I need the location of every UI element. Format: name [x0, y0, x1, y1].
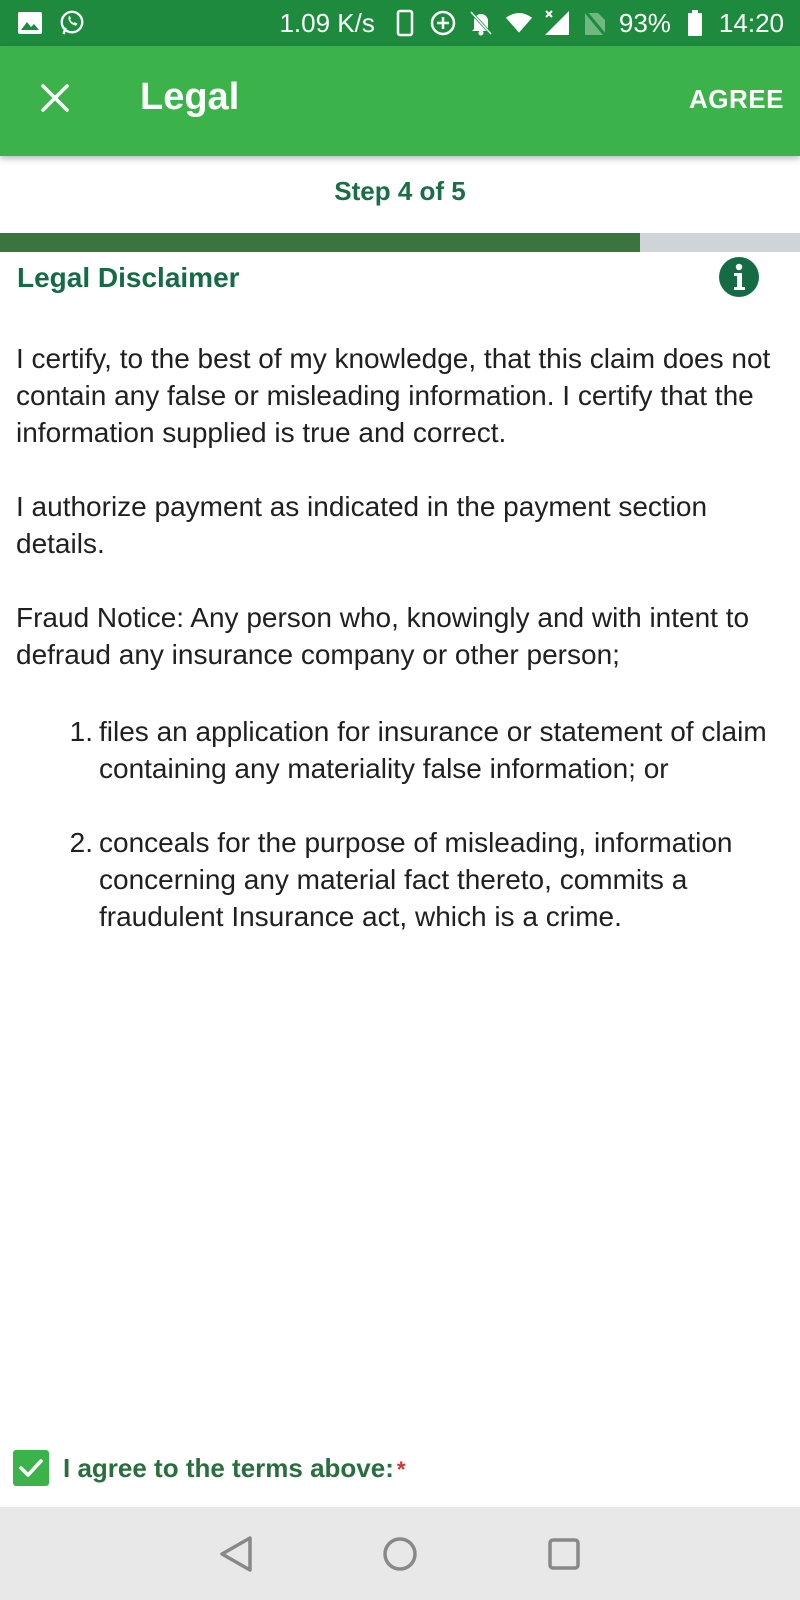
- wifi-icon: [505, 9, 533, 37]
- status-bar: [0, 0, 800, 46]
- info-icon[interactable]: [718, 256, 760, 298]
- close-button[interactable]: [30, 73, 80, 123]
- status-right: [279, 8, 784, 39]
- net-speed-text: 1.09 K/s: [279, 7, 375, 38]
- status-left-icons: [16, 9, 86, 37]
- system-nav-bar: [0, 1507, 800, 1600]
- bell-off-icon: [467, 9, 495, 37]
- agree-terms-checkbox[interactable]: [13, 1450, 49, 1486]
- list-item-number: 1.: [69, 716, 93, 747]
- agree-button[interactable]: AGREE: [689, 84, 784, 114]
- signal-icon: [543, 9, 571, 37]
- disclaimer-content: [16, 340, 786, 972]
- agree-terms-text: I agree to the terms above:: [63, 1452, 394, 1483]
- gallery-icon: [16, 9, 44, 37]
- app-bar: [0, 46, 800, 156]
- page-title: Legal: [140, 76, 240, 118]
- disclaimer-paragraph: I certify, to the best of my knowledge, that this claim does not contain any false or misleading information. I certify that the information supplied is true and correct.: [16, 343, 771, 448]
- list-item-text: conceals for the purpose of misleading, information concerning any material fact thereto, commits a fraudulent Insurance act, which is a crime.: [99, 827, 733, 932]
- battery-percent-text: 93%: [618, 7, 671, 38]
- checkmark-icon: [17, 1454, 45, 1482]
- required-marker: *: [396, 1456, 406, 1482]
- whatsapp-icon: [58, 9, 86, 37]
- back-triangle-icon[interactable]: [214, 1532, 258, 1576]
- list-item: [16, 713, 786, 787]
- recents-square-icon[interactable]: [542, 1532, 586, 1576]
- phone-icon: [391, 9, 419, 37]
- disclaimer-paragraph: I authorize payment as indicated in the payment section details.: [16, 491, 708, 559]
- list-item-number: 2.: [69, 827, 93, 858]
- fraud-list: [16, 713, 786, 935]
- section-title: Legal Disclaimer: [17, 262, 240, 293]
- list-item: [16, 824, 786, 935]
- close-icon: [40, 83, 70, 113]
- home-circle-icon[interactable]: [378, 1532, 422, 1576]
- no-sim-icon: [581, 9, 609, 37]
- step-progress-bar: [0, 233, 800, 252]
- list-item-text: files an application for insurance or statement of claim containing any materiality false information; or: [99, 716, 767, 784]
- step-indicator: Step 4 of 5: [334, 176, 466, 206]
- fraud-notice-paragraph: Fraud Notice: Any person who, knowingly and with intent to defraud any insurance company or other person;: [16, 602, 750, 670]
- step-progress-fill: [0, 233, 640, 252]
- data-saver-icon: [429, 9, 457, 37]
- agree-terms-row: [13, 1450, 405, 1486]
- battery-icon: [681, 9, 709, 37]
- clock-text: 14:20: [718, 7, 784, 38]
- agree-terms-label: [63, 1453, 405, 1484]
